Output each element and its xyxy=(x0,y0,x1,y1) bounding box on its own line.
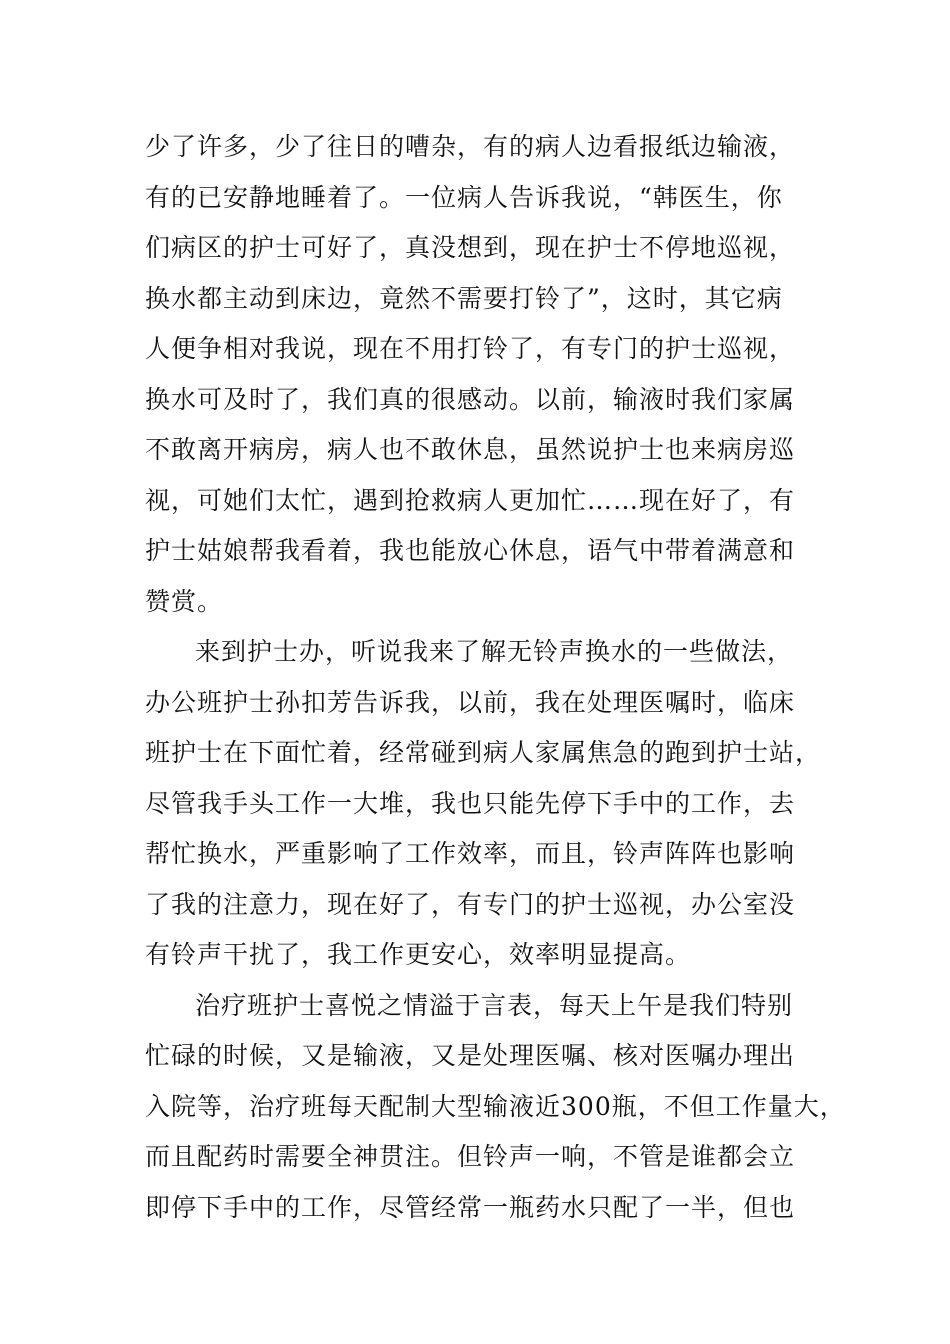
text-line: 办公班护士孙扣芳告诉我，以前，我在处理医嘱时，临床 xyxy=(145,687,796,717)
text-line: 少了许多，少了往日的嘈杂，有的病人边看报纸边输液， xyxy=(145,132,796,161)
text-line: 不敢离开病房，病人也不敢休息，虽然说护士也来病房巡 xyxy=(145,435,796,464)
text-line: 护士姑娘帮我看着，我也能放心休息，语气中带着满意和 xyxy=(145,536,796,565)
document-body xyxy=(145,122,846,1233)
text-line: 赞赏。 xyxy=(145,586,224,616)
text-line: 有铃声干扰了，我工作更安心，效率明显提高。 xyxy=(145,940,692,969)
text-line: 人便争相对我说，现在不用打铃了，有专门的护士巡视， xyxy=(145,334,796,363)
text-line: 入院等，治疗班每天配制大型输液近300瓶，不但工作量大， xyxy=(145,1091,846,1121)
text-line: 而且配药时需要全神贯注。但铃声一响，不管是谁都会立 xyxy=(145,1142,796,1171)
text-line: 帮忙换水，严重影响了工作效率，而且，铃声阵阵也影响 xyxy=(145,839,796,868)
text-line: 们病区的护士可好了，真没想到，现在护士不停地巡视， xyxy=(145,233,796,262)
text-line: 换水可及时了，我们真的很感动。以前，输液时我们家属 xyxy=(145,384,796,414)
text-line: 有的已安静地睡着了。一位病人告诉我说，“韩医生，你 xyxy=(145,182,783,212)
text-line: 即停下手中的工作，尽管经常一瓶药水只配了一半，但也 xyxy=(145,1192,796,1222)
text-line: 忙碌的时候，又是输液，又是处理医嘱、核对医嘱办理出 xyxy=(145,1041,796,1070)
text-line: 换水都主动到床边，竟然不需要打铃了”，这时，其它病 xyxy=(145,283,783,313)
text-line: 班护士在下面忙着，经常碰到病人家属焦急的跑到护士站， xyxy=(145,738,822,767)
text-line: 尽管我手头工作一大堆，我也只能先停下手中的工作，去 xyxy=(145,788,796,818)
text-line: 视，可她们太忙，遇到抢救病人更加忙……现在好了，有 xyxy=(145,485,796,515)
paragraph-start-line: 治疗班护士喜悦之情溢于言表，每天上午是我们特别 xyxy=(195,990,794,1020)
text-line: 了我的注意力，现在好了，有专门的护士巡视，办公室没 xyxy=(145,889,796,919)
paragraph-start-line: 来到护士办，听说我来了解无铃声换水的一些做法， xyxy=(195,637,794,666)
